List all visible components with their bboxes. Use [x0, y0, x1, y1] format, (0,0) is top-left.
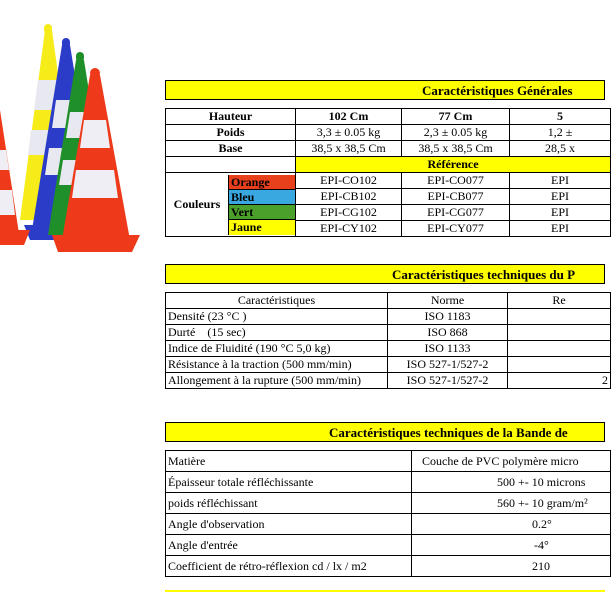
- table-cell: EPI-CB102: [296, 189, 402, 205]
- table-row: [166, 173, 611, 189]
- table-cell: 500 +- 10 microns: [412, 472, 611, 493]
- band-title-bar: [165, 422, 605, 442]
- row-label: Angle d'observation: [166, 514, 412, 535]
- table-cell: ISO 1183: [388, 309, 508, 325]
- header-cell: 5: [510, 109, 611, 125]
- table-cell: EPI-CO077: [402, 173, 510, 189]
- table-row: [166, 472, 611, 493]
- table-cell: 2,3 ± 0.05 kg: [402, 125, 510, 141]
- header-cell: Re: [508, 293, 611, 309]
- header-cell: Caractéristiques: [166, 293, 388, 309]
- general-table: [165, 108, 611, 237]
- bottom-divider: [165, 590, 605, 592]
- table-row: [166, 157, 611, 173]
- color-swatch-yellow: Jaune: [229, 220, 295, 235]
- general-title: Caractéristiques Générales: [422, 83, 573, 98]
- row-label: Indice de Fluidité (190 °C 5,0 kg): [166, 341, 388, 357]
- table-cell: [508, 341, 611, 357]
- table-cell: EPI: [510, 221, 611, 237]
- table-cell: -4°: [412, 535, 611, 556]
- row-label: Résistance à la traction (500 mm/min): [166, 357, 388, 373]
- row-label: Épaisseur totale réfléchissante: [166, 472, 412, 493]
- pvc-table: [165, 292, 611, 389]
- table-cell: ISO 1133: [388, 341, 508, 357]
- table-cell: 38,5 x 38,5 Cm: [296, 141, 402, 157]
- table-cell: ISO 868: [388, 325, 508, 341]
- table-cell: [508, 309, 611, 325]
- row-label: Durté (15 sec): [166, 325, 388, 341]
- table-row: [166, 373, 611, 389]
- row-label: Coefficient de rétro-réflexion cd / lx / m2: [166, 556, 412, 577]
- row-label: Poids: [166, 125, 296, 141]
- row-label: Angle d'entrée: [166, 535, 412, 556]
- table-row: [166, 493, 611, 514]
- table-cell: EPI-CY077: [402, 221, 510, 237]
- orange-cone-left: [0, 110, 30, 245]
- table-row: [166, 309, 611, 325]
- table-row: [166, 293, 611, 309]
- table-row: [166, 341, 611, 357]
- table-row: [166, 325, 611, 341]
- table-cell: 38,5 x 38,5 Cm: [402, 141, 510, 157]
- table-cell: 3,3 ± 0.05 kg: [296, 125, 402, 141]
- color-swatch-blue: Bleu: [229, 190, 295, 205]
- table-cell: EPI: [510, 205, 611, 221]
- table-cell: EPI-CO102: [296, 173, 402, 189]
- table-cell: 560 +- 10 gram/m²: [412, 493, 611, 514]
- general-title-bar: [165, 80, 605, 100]
- table-cell: EPI: [510, 189, 611, 205]
- pvc-title-bar: [165, 264, 605, 284]
- table-row: [166, 535, 611, 556]
- row-label: poids réfléchissant: [166, 493, 412, 514]
- band-title: Caractéristiques techniques de la Bande de: [329, 425, 568, 440]
- table-row: [166, 514, 611, 535]
- table-cell: EPI-CB077: [402, 189, 510, 205]
- table-row: [166, 357, 611, 373]
- header-cell: 102 Cm: [296, 109, 402, 125]
- table-row: [166, 556, 611, 577]
- band-table: [165, 450, 611, 577]
- table-row: [166, 109, 611, 125]
- table-cell: ISO 527-1/527-2: [388, 357, 508, 373]
- table-cell: 210: [412, 556, 611, 577]
- table-cell: EPI-CG077: [402, 205, 510, 221]
- header-cell: Norme: [388, 293, 508, 309]
- blank-cell: [166, 157, 296, 173]
- table-cell: EPI: [510, 173, 611, 189]
- color-swatch-orange: Orange: [229, 175, 295, 190]
- reference-header: Référence: [296, 157, 611, 173]
- header-cell: Hauteur: [166, 109, 296, 125]
- table-row: [166, 125, 611, 141]
- table-cell: EPI-CG102: [296, 205, 402, 221]
- table-cell: ISO 527-1/527-2: [388, 373, 508, 389]
- couleurs-cell: [166, 173, 296, 237]
- row-label: Densité (23 °C ): [166, 309, 388, 325]
- table-cell: EPI-CY102: [296, 221, 402, 237]
- table-cell: 1,2 ±: [510, 125, 611, 141]
- table-cell: 28,5 x: [510, 141, 611, 157]
- pvc-title: Caractéristiques techniques du P: [392, 267, 576, 282]
- header-cell: 77 Cm: [402, 109, 510, 125]
- row-label: Allongement à la rupture (500 mm/min): [166, 373, 388, 389]
- table-cell: 0.2°: [412, 514, 611, 535]
- row-label: Base: [166, 141, 296, 157]
- couleurs-label: Couleurs: [173, 197, 221, 211]
- table-row: [166, 141, 611, 157]
- table-cell: Couche de PVC polymère micro: [412, 451, 611, 472]
- table-cell: [508, 325, 611, 341]
- table-cell: [508, 357, 611, 373]
- table-row: [166, 451, 611, 472]
- table-cell: 2: [508, 373, 611, 389]
- row-label: Matière: [166, 451, 412, 472]
- color-swatch-green: Vert: [229, 205, 295, 220]
- traffic-cones-image: [0, 20, 150, 260]
